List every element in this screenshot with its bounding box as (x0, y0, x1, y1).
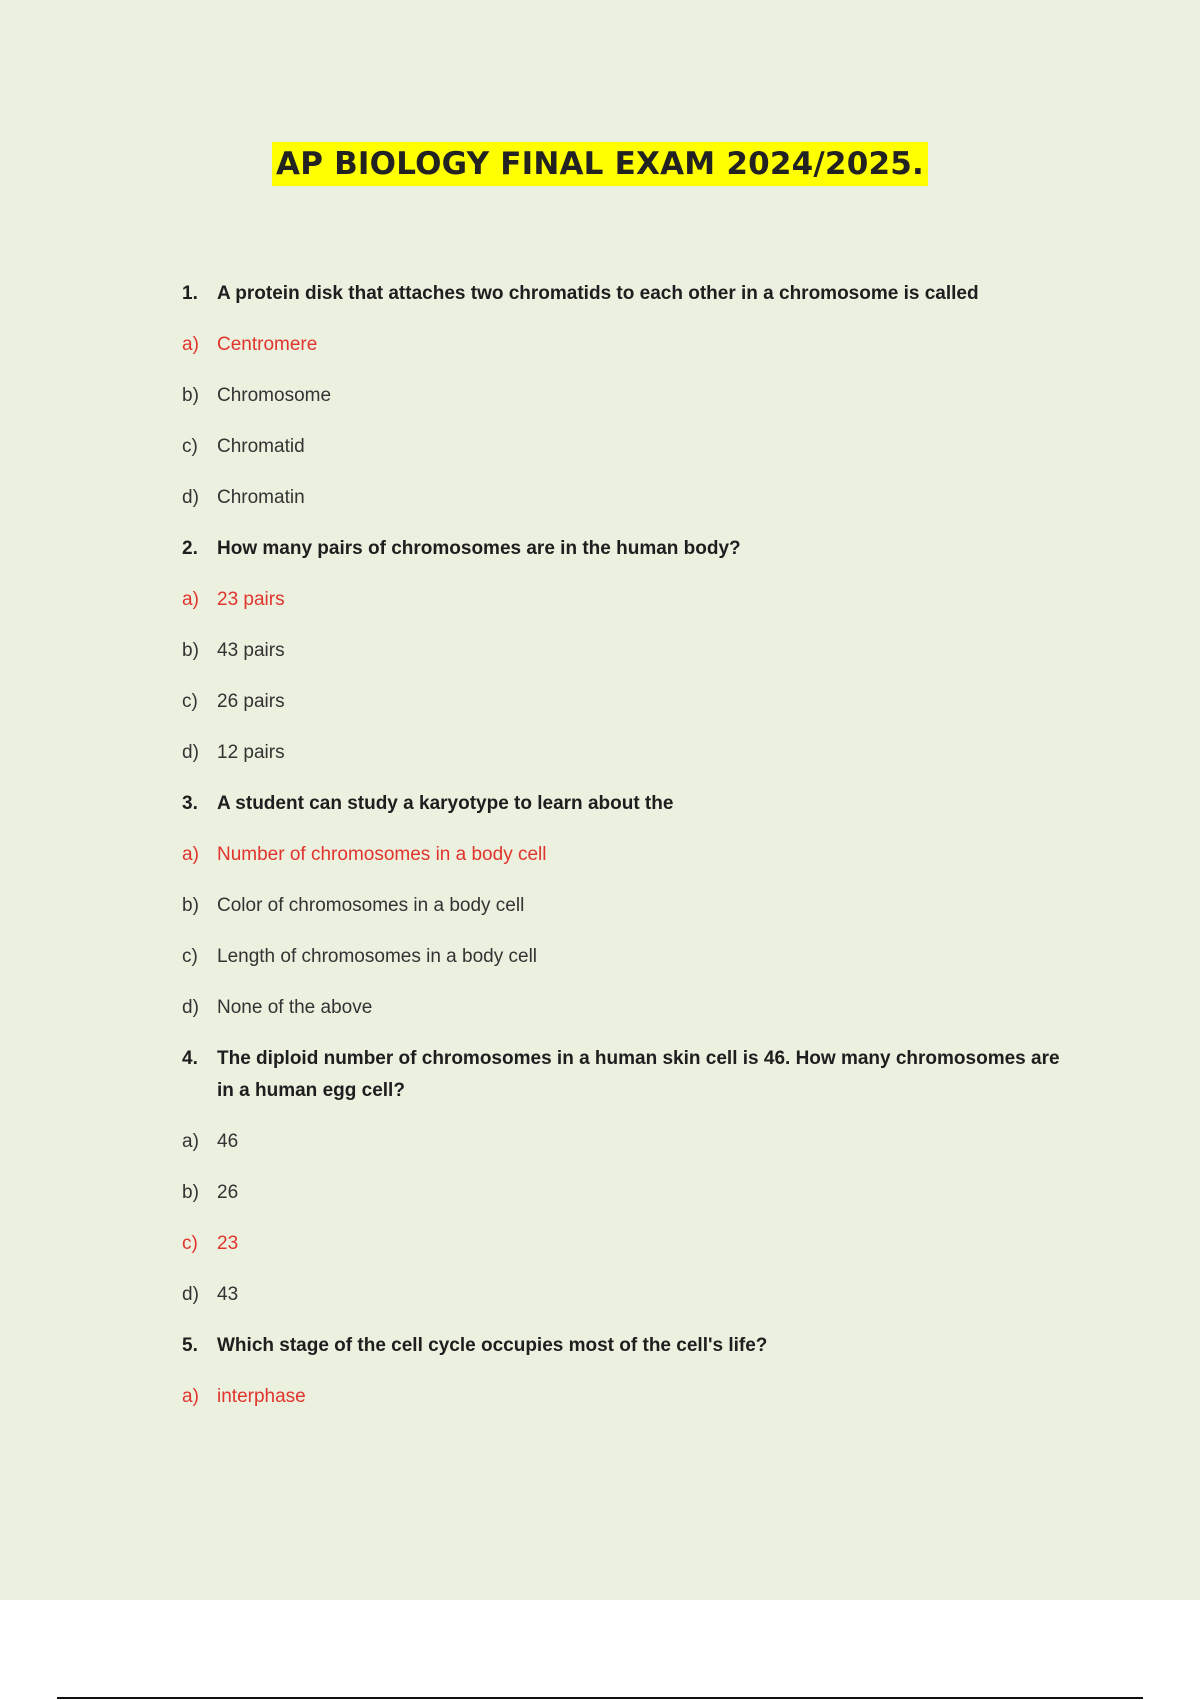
q3-option-b (182, 890, 1200, 922)
q5-option-a (182, 1381, 1200, 1413)
question-text: How many pairs of chromosomes are in the human body? (217, 538, 741, 559)
question-5 (182, 1330, 1077, 1362)
q3-option-d (182, 992, 1200, 1024)
option-letter: a) (182, 844, 199, 865)
question-number: 2. (182, 538, 198, 559)
question-text: A student can study a karyotype to learn about the (217, 793, 674, 814)
exam-title: AP BIOLOGY FINAL EXAM 2024/2025. (272, 142, 928, 186)
option-letter: b) (182, 895, 199, 916)
q2-option-b (182, 635, 1200, 667)
option-text: Chromosome (217, 385, 332, 406)
q2-option-a (182, 584, 1200, 616)
question-text: Which stage of the cell cycle occupies most of the cell's life? (217, 1335, 768, 1356)
option-text: 43 (217, 1284, 239, 1305)
option-letter: d) (182, 997, 199, 1018)
option-text: 23 pairs (217, 589, 285, 610)
option-letter: c) (182, 946, 198, 967)
q4-option-c (182, 1228, 1200, 1260)
q3-option-a (182, 839, 1200, 871)
q1-option-a (182, 329, 1200, 361)
question-1 (182, 278, 1077, 310)
option-text: interphase (217, 1386, 306, 1407)
q4-option-d (182, 1279, 1200, 1311)
option-letter: d) (182, 742, 199, 763)
option-text: 12 pairs (217, 742, 285, 763)
option-letter: b) (182, 1182, 199, 1203)
option-text: Centromere (217, 334, 318, 355)
question-list (0, 278, 1200, 1432)
question-number: 4. (182, 1048, 198, 1069)
option-text: None of the above (217, 997, 373, 1018)
q4-option-b (182, 1177, 1200, 1209)
option-letter: b) (182, 640, 199, 661)
option-text: Chromatin (217, 487, 305, 508)
option-letter: a) (182, 1386, 199, 1407)
question-number: 1. (182, 283, 198, 304)
title-container (0, 142, 1200, 186)
option-text: Chromatid (217, 436, 305, 457)
question-number: 5. (182, 1335, 198, 1356)
option-text: 43 pairs (217, 640, 285, 661)
option-text: 26 pairs (217, 691, 285, 712)
option-text: Length of chromosomes in a body cell (217, 946, 538, 967)
q1-option-d (182, 482, 1200, 514)
option-text: 46 (217, 1131, 239, 1152)
q4-option-a (182, 1126, 1200, 1158)
q2-option-c (182, 686, 1200, 718)
option-text: 26 (217, 1182, 239, 1203)
option-letter: b) (182, 385, 199, 406)
q1-option-b (182, 380, 1200, 412)
question-3 (182, 788, 1077, 820)
question-2 (182, 533, 1077, 565)
question-text: A protein disk that attaches two chromatids to each other in a chromosome is called (217, 283, 979, 304)
q2-option-d (182, 737, 1200, 769)
option-letter: a) (182, 1131, 199, 1152)
option-letter: a) (182, 334, 199, 355)
option-text: Number of chromosomes in a body cell (217, 844, 547, 865)
option-text: 23 (217, 1233, 239, 1254)
option-letter: c) (182, 436, 198, 457)
q1-option-c (182, 431, 1200, 463)
option-letter: a) (182, 589, 199, 610)
option-text: Color of chromosomes in a body cell (217, 895, 525, 916)
question-text: The diploid number of chromosomes in a human skin cell is 46. How many chromosomes are in a human egg cell? (217, 1048, 1060, 1101)
option-letter: d) (182, 1284, 199, 1305)
option-letter: c) (182, 691, 198, 712)
question-4 (182, 1043, 1077, 1107)
option-letter: c) (182, 1233, 198, 1254)
footer-divider (57, 1697, 1143, 1699)
option-letter: d) (182, 487, 199, 508)
question-number: 3. (182, 793, 198, 814)
q3-option-c (182, 941, 1200, 973)
